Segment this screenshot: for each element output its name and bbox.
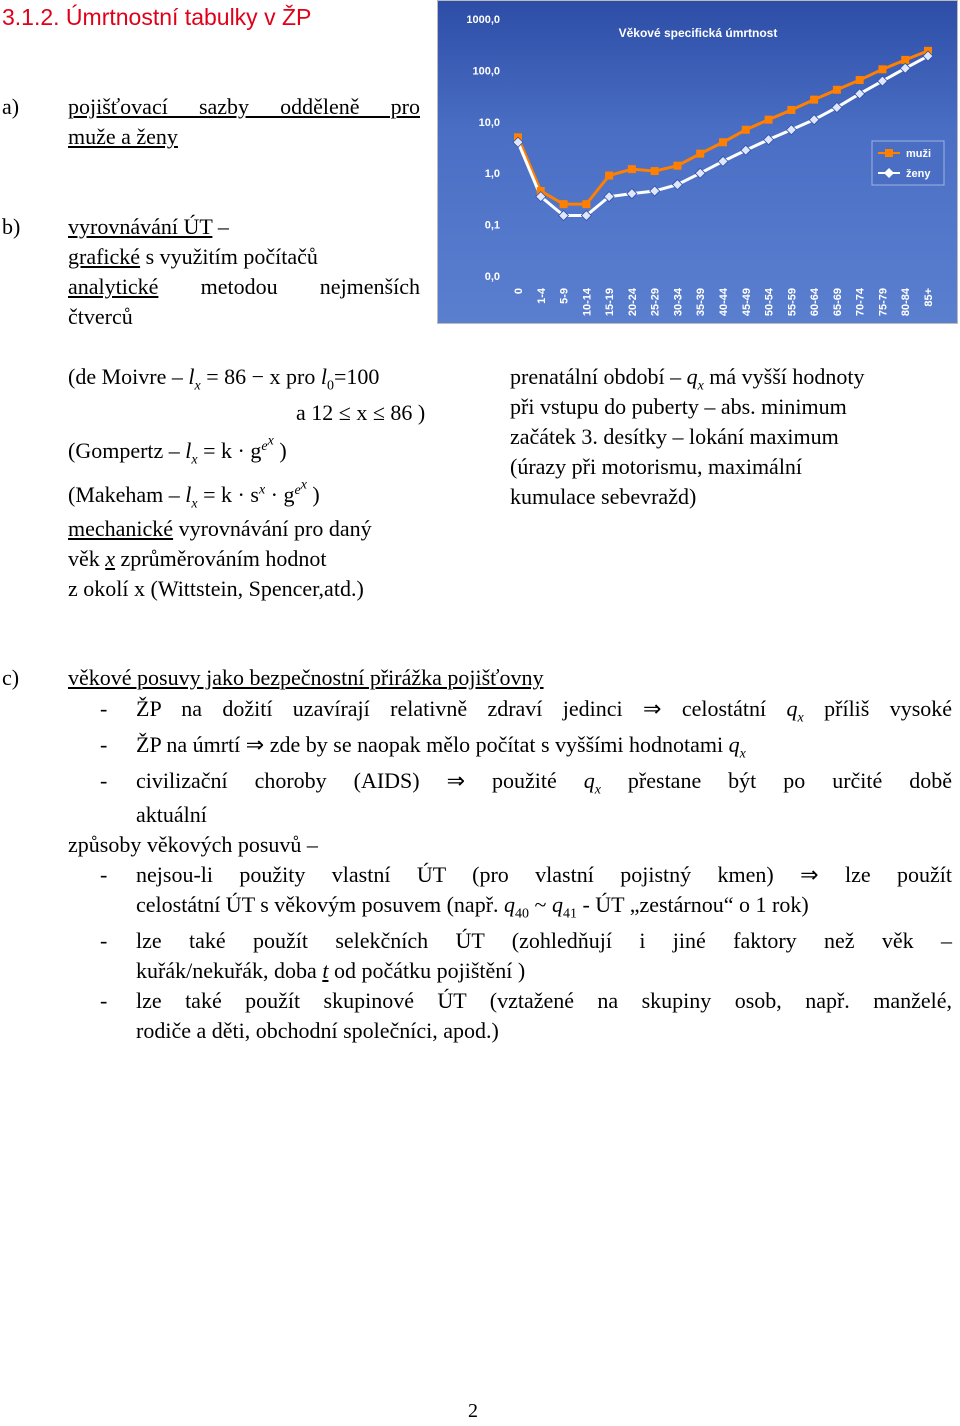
page-number: 2 — [468, 1400, 478, 1422]
x-tick-label: 25-29 — [649, 288, 662, 317]
y-tick-label: 0,0 — [484, 271, 500, 283]
way3-line2: rodiče a děti, obchodní společníci, apod.) — [136, 1018, 499, 1043]
x-tick-label: 20-24 — [626, 288, 639, 317]
data-point-zeny — [786, 125, 796, 135]
gompertz-formula: (Gompertz – $l_x = k \cdot g^{e^x}$ ) — [68, 433, 287, 468]
legend-zeny-label: ženy — [906, 168, 931, 180]
data-point-muzi — [673, 162, 681, 170]
legend-muzi-marker — [885, 149, 893, 157]
data-point-muzi — [719, 138, 727, 146]
x-tick-label: 55-59 — [786, 288, 799, 317]
chart-legend — [872, 141, 944, 185]
series-line-muzi — [518, 51, 928, 204]
x-tick-label: 80-84 — [900, 288, 913, 317]
x-tick-label: 75-79 — [877, 288, 890, 317]
y-tick-label: 0,1 — [484, 219, 500, 232]
section-a-label: a) — [2, 94, 20, 119]
section-b-line2: grafické s využitím počítačů — [68, 244, 318, 269]
x-tick-label: 10-14 — [581, 288, 594, 317]
x-tick-label: 40-44 — [718, 288, 730, 317]
data-point-muzi — [651, 167, 659, 175]
section-b-line3: analytické metodou nejmenších — [68, 274, 420, 299]
notes-line4: (úrazy při motorismu, maximální — [510, 454, 803, 479]
y-tick-label: 100,0 — [472, 65, 500, 78]
data-point-muzi — [560, 200, 568, 208]
x-tick-label: 85+ — [923, 288, 935, 307]
way1-line2: celostátní ÚT s věkovým posuvem (např. $q_{40}$ ~ $q_{41}$ - ÚT „zestárnou“ o 1 rok) — [136, 892, 809, 922]
legend-muzi-label: muži — [906, 148, 932, 160]
mechanical-line3: z okolí x (Wittstein, Spencer,atd.) — [68, 576, 364, 601]
moivre-formula: (de Moivre – $l_x = 86 - x$ pro $l_0=100$ — [68, 364, 380, 394]
data-point-muzi — [628, 165, 636, 173]
data-point-muzi — [765, 116, 773, 124]
section-b-label: b) — [2, 214, 21, 239]
x-tick-label: 45-49 — [740, 288, 753, 317]
y-tick-label: 1,0 — [484, 168, 500, 181]
data-point-muzi — [833, 86, 841, 94]
mortality-chart — [437, 0, 958, 324]
x-tick-label: 50-54 — [763, 288, 776, 317]
mortality-chart-svg — [438, 1, 959, 325]
section-b-line1: vyrovnávání ÚT – — [68, 214, 229, 239]
x-tick-label: 30-34 — [672, 288, 685, 317]
data-point-muzi — [696, 150, 704, 158]
data-point-muzi — [582, 200, 590, 208]
item3-line2: aktuální — [136, 802, 207, 827]
data-point-muzi — [810, 96, 818, 104]
x-tick-label: 1-4 — [535, 288, 548, 304]
notes-line5: kumulace sebevražd) — [510, 484, 697, 509]
section-a-line2: muže a ženy — [68, 124, 178, 149]
mechanical-line2: věk x zprůměrováním hodnot — [68, 546, 327, 571]
ways-title: způsoby věkových posuvů – — [68, 832, 318, 857]
data-point-zeny — [650, 186, 660, 196]
x-tick-label: 60-64 — [809, 288, 822, 317]
section-c-title: věkové posuvy jako bezpečnostní přirážka pojišťovny — [68, 665, 544, 690]
makeham-formula: (Makeham – $l_x = k \cdot s^x \cdot g^{e^x}$ ) — [68, 477, 320, 512]
data-point-zeny — [627, 189, 637, 199]
section-heading: 3.1.2. Úmrtnostní tabulky v ŽP — [2, 4, 312, 30]
chart-title: Věkové specifická úmrtnost — [618, 26, 778, 40]
data-point-zeny — [764, 135, 774, 145]
x-tick-label: 65-69 — [831, 288, 844, 317]
notes-line2: při vstupu do puberty – abs. minimum — [510, 394, 847, 419]
notes-line1: prenatální období – $q_x$ má vyšší hodnoty — [510, 364, 865, 394]
data-point-zeny — [741, 145, 751, 155]
data-point-zeny — [672, 180, 682, 190]
data-point-muzi — [878, 65, 886, 73]
x-tick-label: 5-9 — [558, 288, 571, 304]
moivre-range: a 12 ≤ x ≤ 86 ) — [296, 400, 426, 425]
y-tick-label: 1000,0 — [466, 14, 500, 26]
data-point-muzi — [742, 126, 750, 134]
x-tick-label: 15-19 — [604, 288, 617, 317]
x-tick-label: 0 — [513, 288, 525, 295]
x-tick-label: 35-39 — [695, 288, 708, 317]
x-tick-label: 70-74 — [854, 288, 867, 317]
notes-line3: začátek 3. desítky – lokání maximum — [510, 424, 839, 449]
y-tick-label: 10,0 — [478, 116, 500, 129]
data-point-muzi — [605, 172, 613, 180]
section-c-label: c) — [2, 665, 20, 690]
data-point-muzi — [787, 106, 795, 114]
data-point-muzi — [856, 76, 864, 84]
way2-line2: kuřák/nekuřák, doba t od počátku pojištění ) — [136, 958, 526, 983]
section-a-line1: pojišťovací sazby odděleně pro — [68, 94, 420, 119]
series-line-zeny — [518, 56, 928, 215]
mechanical-line1: mechanické vyrovnávání pro daný — [68, 516, 372, 541]
section-b-line4: čtverců — [68, 304, 133, 329]
